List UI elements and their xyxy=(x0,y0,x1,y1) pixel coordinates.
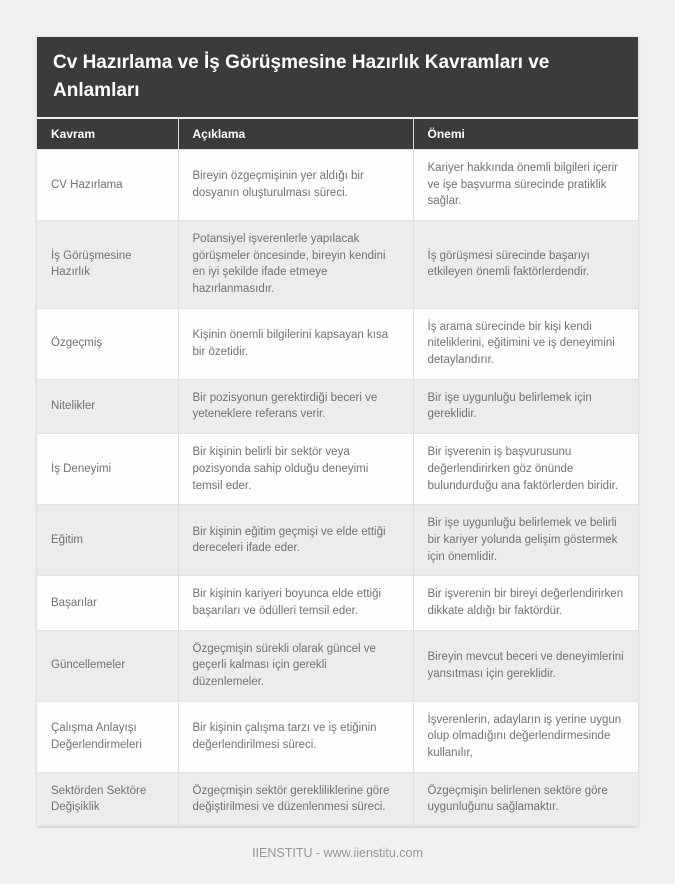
table-row xyxy=(37,221,638,309)
cell-concept: Özgeçmiş xyxy=(37,308,178,379)
cell-importance: İş arama sürecinde bir kişi kendi niteliklerini, eğitimini ve iş deneyimini detaylandırır. xyxy=(413,308,638,379)
cell-concept: Çalışma Anlayışı Değerlendirmeleri xyxy=(37,701,178,772)
cell-concept: İş Deneyimi xyxy=(37,434,178,505)
cell-description: Bir kişinin kariyeri boyunca elde ettiği başarıları ve ödülleri temsil eder. xyxy=(178,576,413,630)
cell-concept: Nitelikler xyxy=(37,379,178,433)
cell-importance: İş görüşmesi sürecinde başarıyı etkileyen önemli faktörlerdendir. xyxy=(413,221,638,309)
cell-description: Bireyin özgeçmişinin yer aldığı bir dosyanın oluşturulması süreci. xyxy=(178,150,413,221)
column-header-importance: Önemi xyxy=(413,119,638,150)
cell-importance: Bir işe uygunluğu belirlemek için gereklidir. xyxy=(413,379,638,433)
table-row xyxy=(37,701,638,772)
table-header xyxy=(37,119,638,150)
cell-importance: Bir işverenin iş başvurusunu değerlendirirken göz önünde bulundurduğu ana faktörlerden biridir. xyxy=(413,434,638,505)
table-row xyxy=(37,150,638,221)
cell-description: Özgeçmişin sürekli olarak güncel ve geçerli kalması için gerekli düzenlemeler. xyxy=(178,630,413,701)
cell-concept: Sektörden Sektöre Değişiklik xyxy=(37,772,178,826)
cell-importance: Bir işverenin bir bireyi değerlendirirken dikkate aldığı bir faktördür. xyxy=(413,576,638,630)
cell-importance: İşverenlerin, adayların iş yerine uygun olup olmadığını değerlendirmesinde kullanılır, xyxy=(413,701,638,772)
column-header-description: Açıklama xyxy=(178,119,413,150)
cell-importance: Özgeçmişin belirlenen sektöre göre uygunluğunu sağlamaktır. xyxy=(413,772,638,826)
table-body xyxy=(37,150,638,826)
table-row xyxy=(37,505,638,576)
table-row xyxy=(37,630,638,701)
cell-concept: Güncellemeler xyxy=(37,630,178,701)
cell-description: Özgeçmişin sektör gerekliliklerine göre değiştirilmesi ve düzenlenmesi süreci. xyxy=(178,772,413,826)
cell-description: Bir kişinin eğitim geçmişi ve elde ettiği dereceleri ifade eder. xyxy=(178,505,413,576)
page-title: Cv Hazırlama ve İş Görüşmesine Hazırlık Kavramları ve Anlamları xyxy=(37,37,638,119)
header-row xyxy=(37,119,638,150)
table-row xyxy=(37,434,638,505)
cell-description: Bir pozisyonun gerektirdiği beceri ve yeteneklere referans verir. xyxy=(178,379,413,433)
cell-concept: İş Görüşmesine Hazırlık xyxy=(37,221,178,309)
table-row xyxy=(37,772,638,826)
cell-concept: Eğitim xyxy=(37,505,178,576)
concepts-table xyxy=(37,119,638,826)
footer-text: IIENSTITU - www.iienstitu.com xyxy=(252,845,423,860)
table-row xyxy=(37,576,638,630)
table-row xyxy=(37,379,638,433)
cell-description: Bir kişinin çalışma tarzı ve iş etiğinin değerlendirilmesi süreci. xyxy=(178,701,413,772)
cell-importance: Bir işe uygunluğu belirlemek ve belirli bir kariyer yolunda gelişim göstermek için önemlidir. xyxy=(413,505,638,576)
cell-description: Potansiyel işverenlerle yapılacak görüşmeler öncesinde, bireyin kendini en iyi şekilde ifade etmeye hazırlanmasıdır. xyxy=(178,221,413,309)
cell-concept: Başarılar xyxy=(37,576,178,630)
column-header-concept: Kavram xyxy=(37,119,178,150)
concepts-card xyxy=(37,37,638,826)
table-row xyxy=(37,308,638,379)
cell-description: Bir kişinin belirli bir sektör veya pozisyonda sahip olduğu deneyimi temsil eder. xyxy=(178,434,413,505)
cell-concept: CV Hazırlama xyxy=(37,150,178,221)
cell-description: Kişinin önemli bilgilerini kapsayan kısa bir özetidir. xyxy=(178,308,413,379)
cell-importance: Bireyin mevcut beceri ve deneyimlerini yansıtması için gereklidir. xyxy=(413,630,638,701)
cell-importance: Kariyer hakkında önemli bilgileri içerir ve işe başvurma sürecinde pratiklik sağlar. xyxy=(413,150,638,221)
